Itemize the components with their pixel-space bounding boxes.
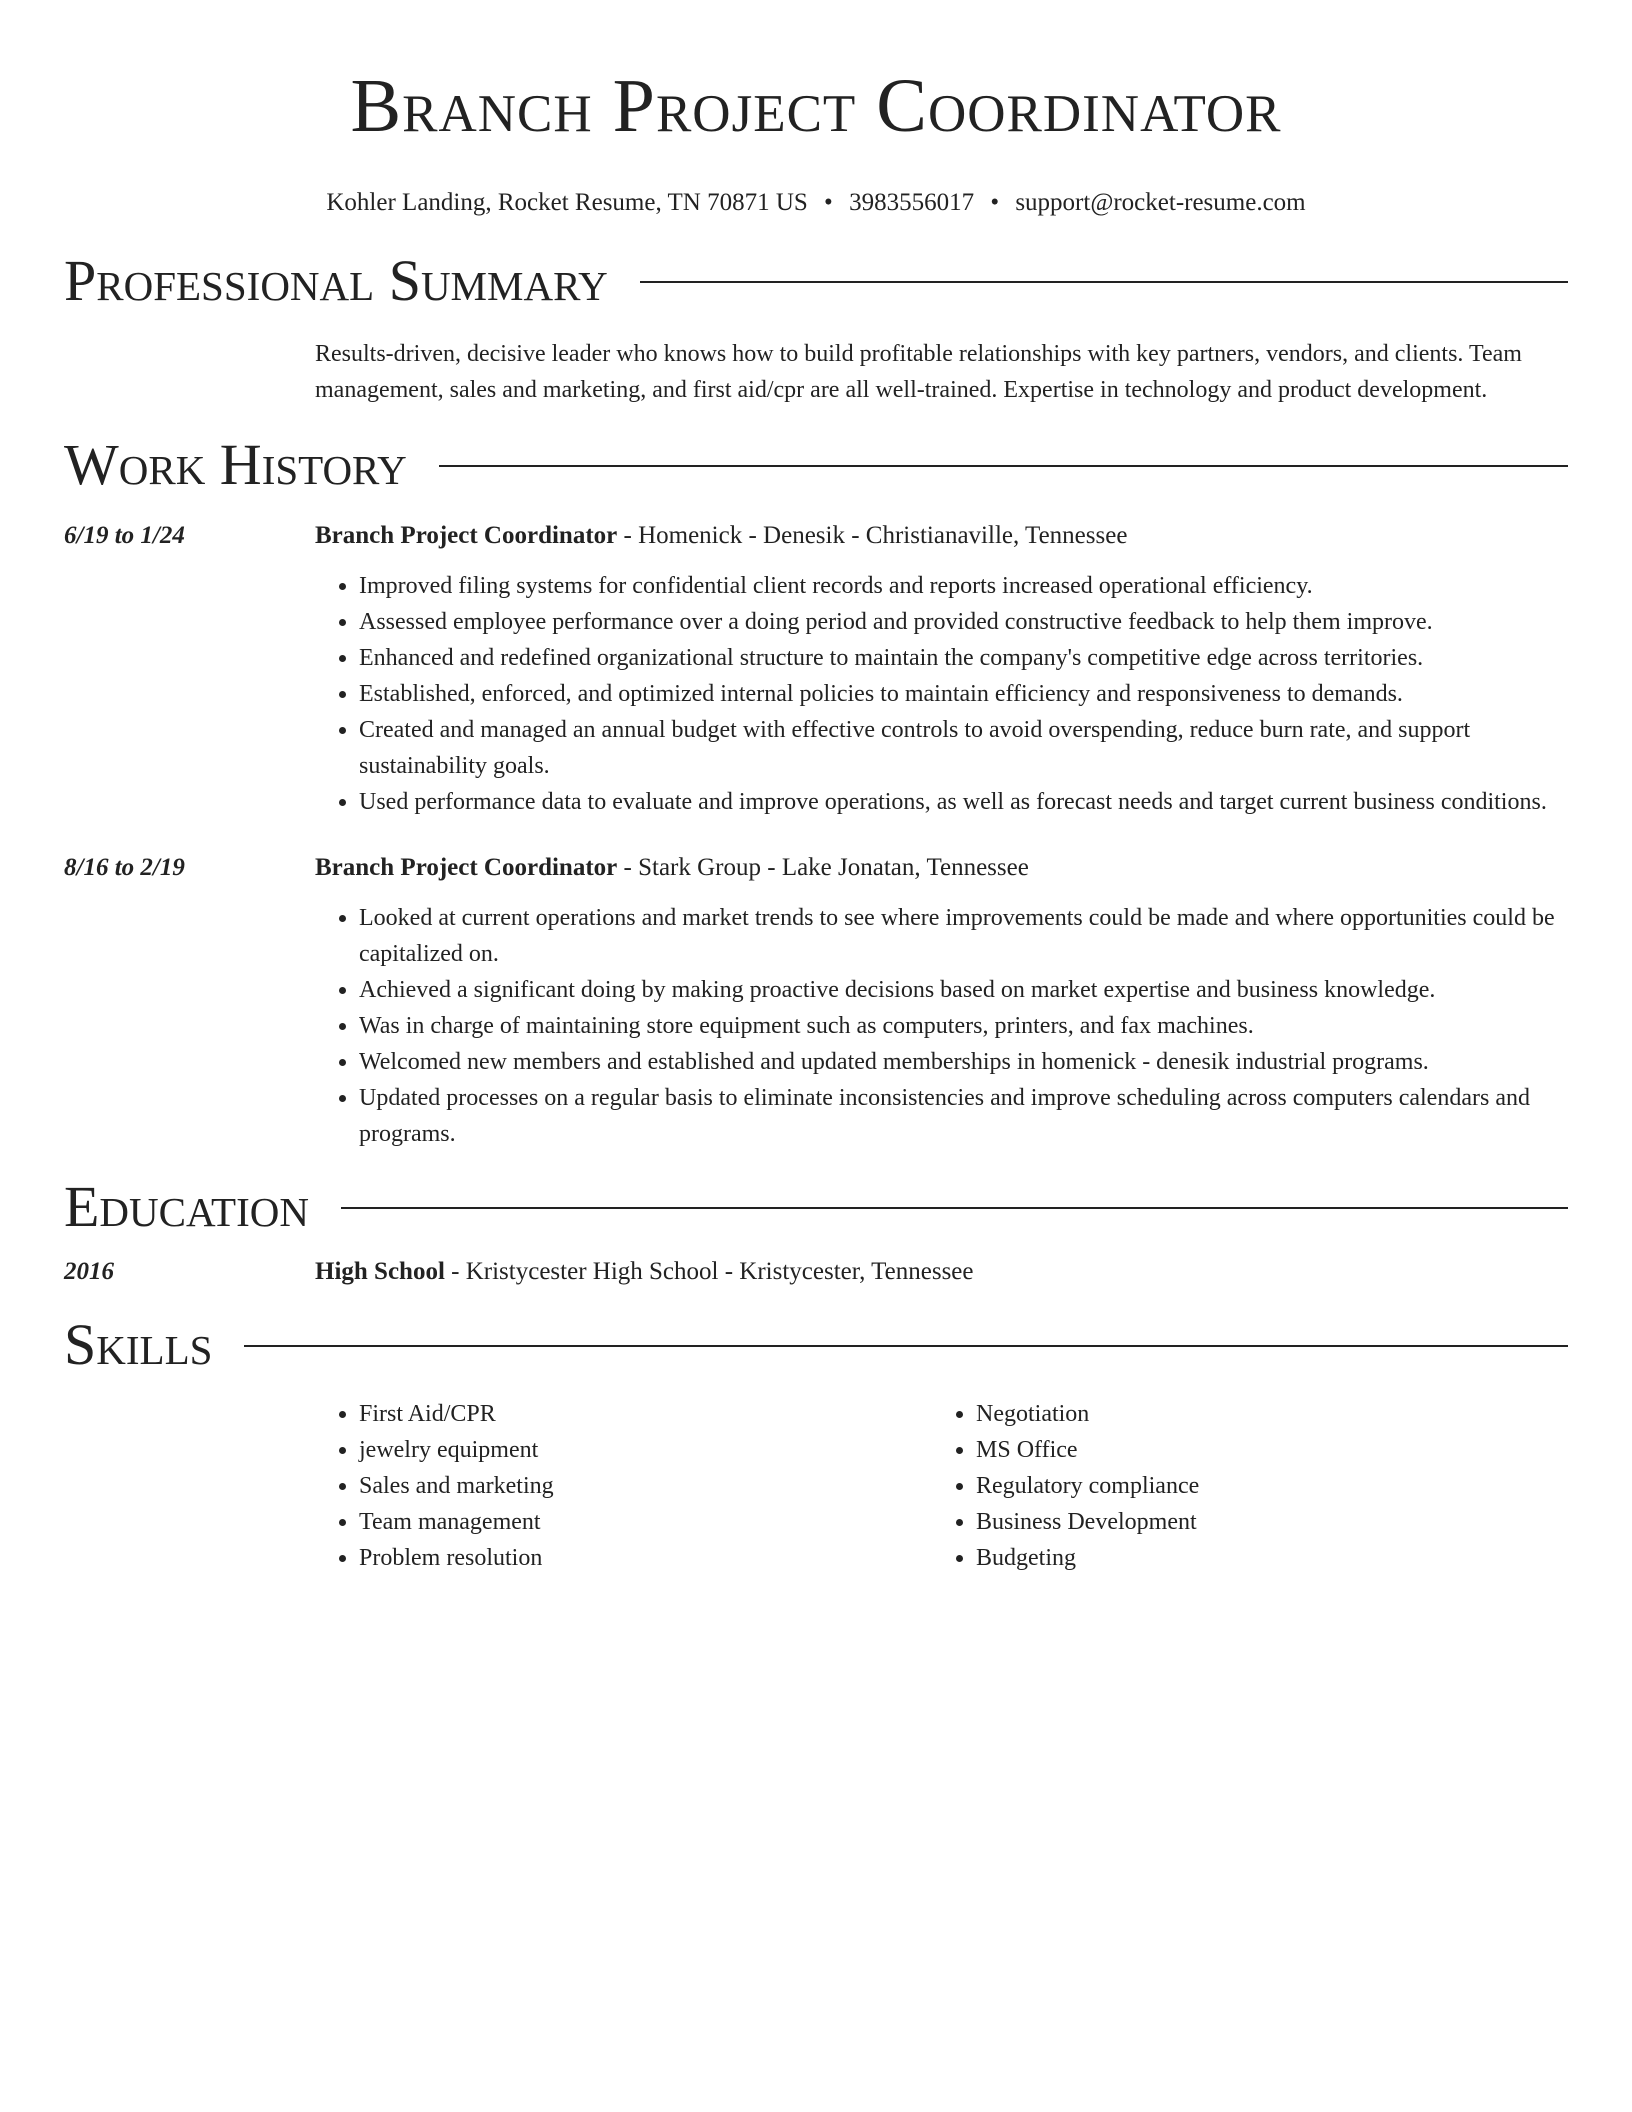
skills-list-right	[932, 1396, 1549, 1576]
job-dates: 8/16 to 2/19	[64, 854, 185, 881]
job-bullet: • Used performance data to evaluate and improve operations, as well as forecast needs and target current business conditions.	[359, 784, 1568, 820]
job-details: - Stark Group - Lake Jonatan, Tennessee	[617, 854, 1029, 881]
summary-text: Results-driven, decisive leader who knows how to build profitable relationships with key partners, vendors, and clients. Team management, sales and marketing, and first aid/cpr are all well-trained. Expertise in technology and product development.	[315, 341, 1522, 403]
job-title-line	[315, 850, 1568, 886]
job-bullet: • Welcomed new members and established and updated memberships in homenick - denesik industrial programs.	[359, 1044, 1568, 1080]
job-role: Branch Project Coordinator	[315, 854, 618, 881]
education-details: - Kristycester High School - Kristycester, Tennessee	[444, 1258, 974, 1285]
section-divider	[439, 465, 1568, 467]
skill-item: • Team management	[359, 1504, 932, 1540]
skills-list-left	[315, 1396, 932, 1576]
section-divider	[244, 1345, 1568, 1347]
job-bullets	[315, 900, 1568, 1152]
job-dates: 6/19 to 1/24	[64, 522, 185, 549]
job-bullet: • Created and managed an annual budget with effective controls to avoid overspending, reduce burn rate, and support sustainability goals.	[359, 712, 1568, 784]
education-degree: High School	[315, 1258, 445, 1285]
skill-item: • Budgeting	[976, 1540, 1549, 1576]
education-section-title: Education	[64, 1174, 309, 1239]
section-divider	[640, 281, 1568, 283]
contact-phone: 3983556017	[849, 189, 975, 216]
education-entry	[64, 1254, 1568, 1290]
job-bullet: • Updated processes on a regular basis to eliminate inconsistencies and improve scheduling across computers calendars and programs.	[359, 1080, 1568, 1152]
job-bullet: • Assessed employee performance over a doing period and provided constructive feedback to help them improve.	[359, 604, 1568, 640]
skill-item: • Problem resolution	[359, 1540, 932, 1576]
job-bullet: • Improved filing systems for confidential client records and reports increased operational efficiency.	[359, 568, 1568, 604]
skill-item: • jewelry equipment	[359, 1432, 932, 1468]
job-entry	[64, 518, 1568, 820]
job-bullet: • Enhanced and redefined organizational structure to maintain the company's competitive edge across territories.	[359, 640, 1568, 676]
skill-item: • Negotiation	[976, 1396, 1549, 1432]
summary-section-header	[64, 246, 1568, 316]
contact-email: support@rocket-resume.com	[1015, 189, 1306, 216]
contact-address: Kohler Landing, Rocket Resume, TN 70871 US	[326, 189, 808, 216]
skills-section-title: Skills	[64, 1312, 213, 1377]
contact-line	[64, 188, 1568, 218]
education-section-header	[64, 1172, 1568, 1242]
job-entry	[64, 850, 1568, 1152]
job-bullets	[315, 568, 1568, 820]
summary-row	[64, 316, 1568, 408]
education-year: 2016	[64, 1258, 114, 1285]
summary-section-title: Professional Summary	[64, 248, 608, 313]
contact-separator: •	[990, 189, 1000, 216]
job-bullet: • Established, enforced, and optimized internal policies to maintain efficiency and responsiveness to demands.	[359, 676, 1568, 712]
skill-item: • Sales and marketing	[359, 1468, 932, 1504]
section-divider	[341, 1207, 1568, 1209]
skill-item: • MS Office	[976, 1432, 1549, 1468]
work-section-title: Work History	[64, 432, 407, 497]
skill-item: • First Aid/CPR	[359, 1396, 932, 1432]
contact-separator: •	[824, 189, 833, 216]
resume-page	[64, 0, 1568, 1576]
job-bullet: • Achieved a significant doing by making proactive decisions based on market expertise and business knowledge.	[359, 972, 1568, 1008]
skills-row	[64, 1396, 1568, 1576]
skill-item: • Regulatory compliance	[976, 1468, 1549, 1504]
skills-grid	[315, 1396, 1549, 1576]
job-details: - Homenick - Denesik - Christianaville, Tennessee	[617, 522, 1128, 549]
skills-section-header	[64, 1310, 1568, 1380]
job-bullet: • Was in charge of maintaining store equipment such as computers, printers, and fax machines.	[359, 1008, 1568, 1044]
job-title-line	[315, 518, 1568, 554]
work-section-header	[64, 430, 1568, 500]
resume-name: Branch Project Coordinator	[350, 64, 1282, 148]
job-bullet: • Looked at current operations and market trends to see where improvements could be made and where opportunities could be capitalized on.	[359, 900, 1568, 972]
skill-item: • Business Development	[976, 1504, 1549, 1540]
job-role: Branch Project Coordinator	[315, 522, 618, 549]
